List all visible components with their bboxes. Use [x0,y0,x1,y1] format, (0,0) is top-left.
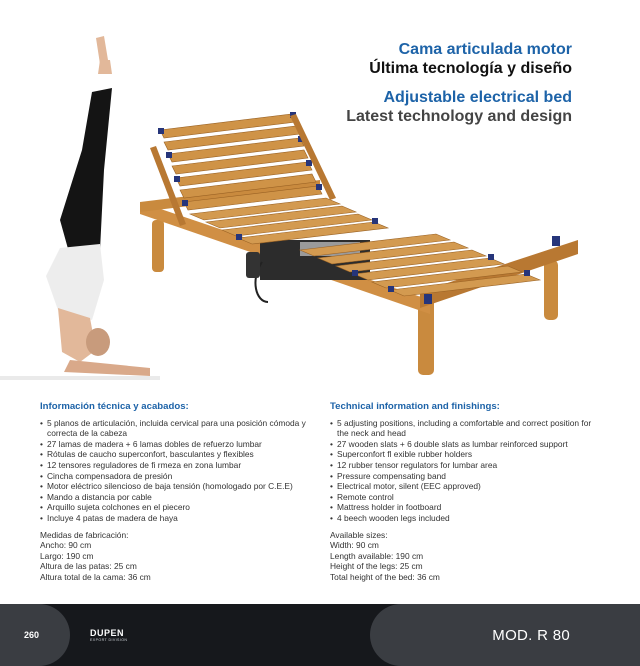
list-item: • 5 adjusting positions, including a comfortable and correct position for the neck and head [330,418,600,439]
english-measures [330,530,600,583]
list-item: • 4 beech wooden legs included [330,513,600,524]
list-item: • Pressure compensating band [330,471,600,482]
measure-line: Largo: 190 cm [40,550,94,561]
list-item: • Incluye 4 patas de madera de haya [40,513,310,524]
measure-line: Length available: 190 cm [330,550,424,561]
spanish-heading: Información técnica y acabados: [40,401,189,412]
measure-line: Width: 90 cm [330,540,379,551]
measure-line: Height of the legs: 25 cm [330,561,423,572]
footer-bar [0,604,640,666]
list-item: • 27 lamas de madera + 6 lamas dobles de refuerzo lumbar [40,439,310,450]
measures-title: Medidas de fabricación: [40,529,129,540]
list-item: • 12 tensores reguladores de fi rmeza en zona lumbar [40,460,310,471]
list-item: • 12 rubber tensor regulators for lumbar area [330,460,600,471]
english-feature-list [330,418,600,524]
list-item: • Mando a distancia por cable [40,492,310,503]
list-item: • Remote control [330,492,600,503]
list-item: • Cincha compensadora de presión [40,471,310,482]
product-illustration [0,30,600,390]
measure-line: Ancho: 90 cm [40,540,92,551]
brand-subtitle: EXPORT DIVISION [90,638,128,642]
model-label: MOD. R 80 [492,627,570,644]
list-item: • Arquillo sujeta colchones en el piecero [40,502,310,513]
spanish-measures [40,530,310,583]
list-item: • Electrical motor, silent (EEC approved) [330,481,600,492]
spanish-feature-list [40,418,310,524]
title-es-line2: Última tecnología y diseño [369,60,572,77]
yoga-woman-image [0,36,160,380]
brand-name: DUPEN [90,628,125,638]
brand-logo [90,628,127,643]
title-en-line2: Latest technology and design [346,108,572,125]
measure-line: Altura de las patas: 25 cm [40,561,137,572]
list-item: • Motor eléctrico silencioso de baja tensión (homologado por C.E.E) [40,481,310,492]
title-en-line1: Adjustable electrical bed [383,89,572,106]
bed-frame-image [140,112,578,375]
measure-line: Altura total de la cama: 36 cm [40,571,151,582]
list-item: • Superconfort fl exible rubber holders [330,449,600,460]
list-item: • Mattress holder in footboard [330,502,600,513]
measures-title: Available sizes: [330,529,388,540]
english-info [330,402,600,583]
spanish-info [40,402,310,583]
page-number: 260 [24,630,40,640]
list-item: • 5 planos de articulación, incluida cervical para una posición cómoda y correcta de la cabeza [40,418,310,439]
list-item: • 27 wooden slats + 6 double slats as lumbar reinforced support [330,439,600,450]
title-es-line1: Cama articulada motor [398,41,572,58]
measure-line: Total height of the bed: 36 cm [330,571,440,582]
english-heading: Technical information and finishings: [330,401,500,412]
list-item: • Rótulas de caucho superconfort, basculantes y flexibles [40,449,310,460]
